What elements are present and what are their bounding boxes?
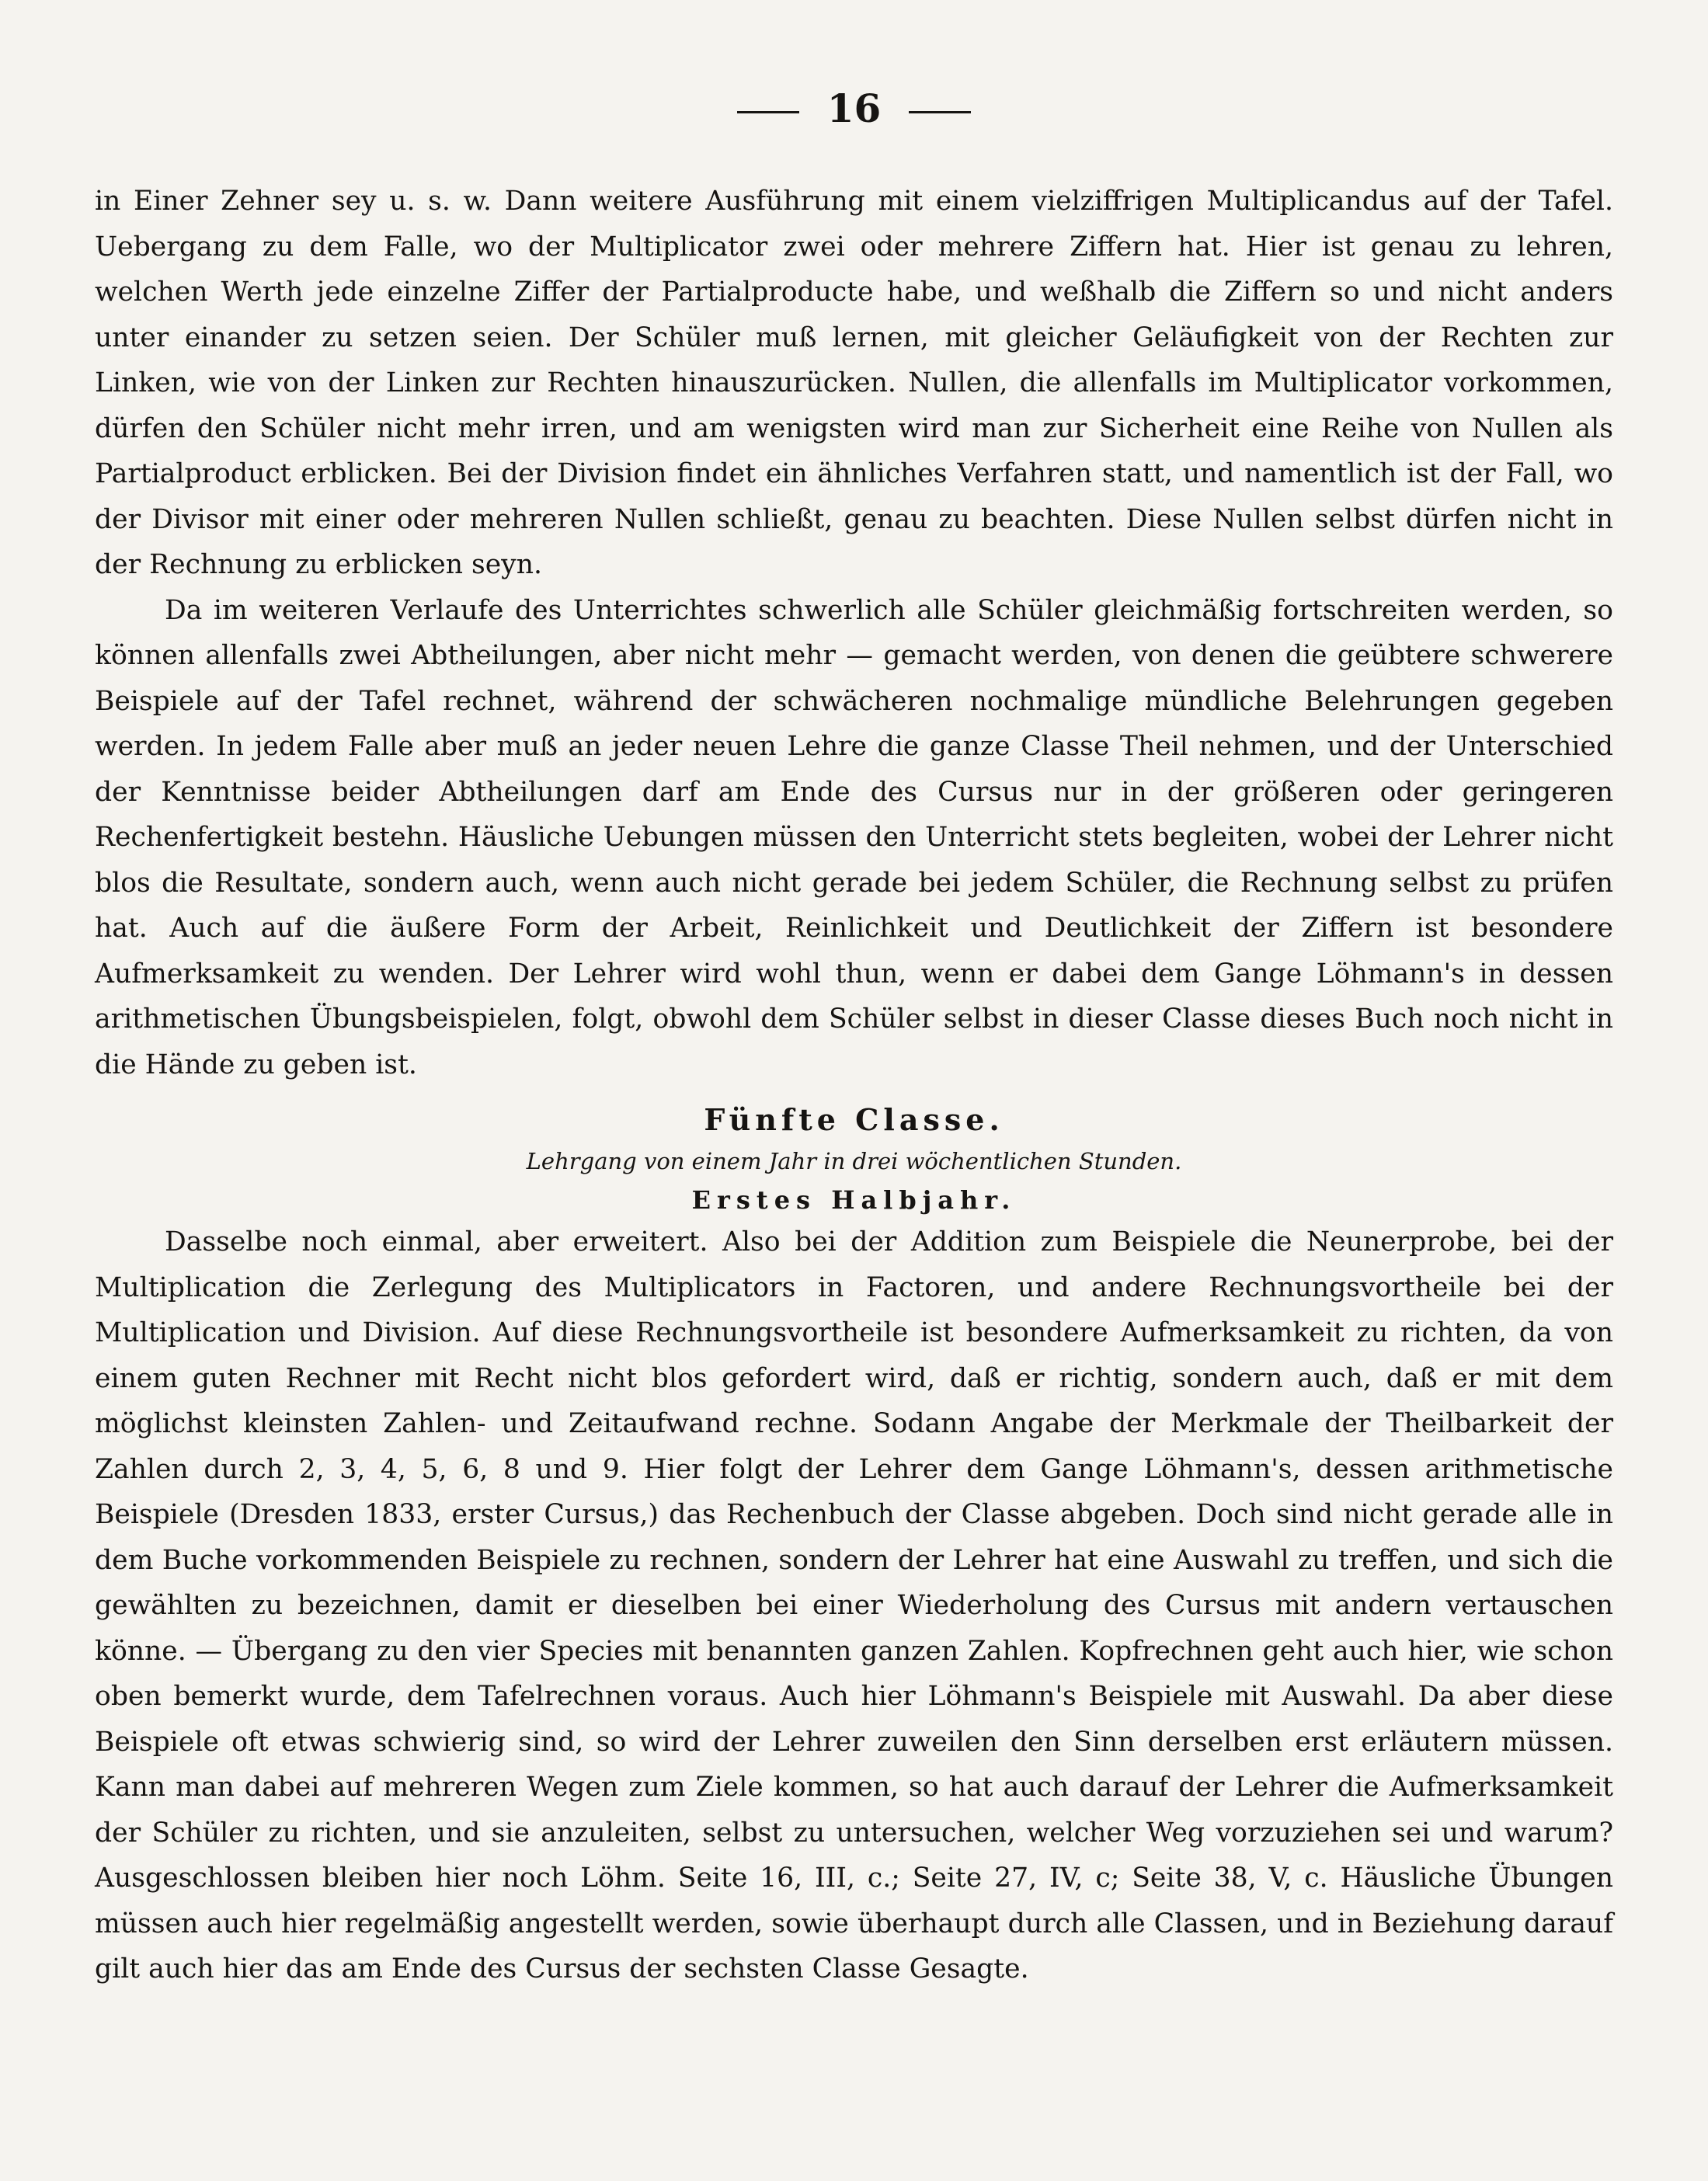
section-half-year: Erstes Halbjahr.	[691, 1185, 1017, 1215]
paragraph-division-groups: Da im weiteren Verlaufe des Unterrichtes schwerlich alle Schüler gleichmäßig fortschreiten werden, so können allenfalls zwei Abtheilungen, aber nicht mehr — gemacht werden, von denen die geübtere schwerere Beispiele auf der Tafel rechnet, während der schwächeren nochmalige mündliche Belehrungen gegeben werden. In jedem Falle aber muß an jeder neuen Lehre die ganze Classe Theil nehmen, und der Unterschied der Kenntnisse beider Abtheilungen darf am Ende des Cursus nur in der größeren oder geringeren Rechenfertigkeit bestehn. Häusliche Uebungen müssen den Unterricht stets begleiten, wobei der Lehrer nicht blos die Resultate, sondern auch, wenn auch nicht gerade bei jedem Schüler, die Rechnung selbst zu prüfen hat. Auch auf die äußere Form der Arbeit, Reinlichkeit und Deutlichkeit der Ziffern ist besondere Aufmerksamkeit zu wenden. Der Lehrer wird wohl thun, wenn er dabei dem Gange Löhmann's in dessen arithmetischen Übungsbeispielen, folgt, obwohl dem Schüler selbst in dieser Classe dieses Buch noch nicht in die Hände zu geben ist.	[95, 594, 1613, 1080]
section-subtitle: Lehrgang von einem Jahr in drei wöchentlichen Stunden.	[526, 1148, 1182, 1174]
section-title: Fünfte Classe.	[704, 1102, 1004, 1137]
page-number: 16	[826, 85, 882, 131]
paragraph-fifth-class: Dasselbe noch einmal, aber erweitert. Also bei der Addition zum Beispiele die Neunerprobe, bei der Multiplication die Zerlegung des Multiplicators in Factoren, und andere Rechnungsvortheile bei der Multiplication und Division. Auf diese Rechnungsvortheile ist besondere Aufmerksamkeit zu richten, da von einem guten Rechner mit Recht nicht blos gefordert wird, daß er richtig, sondern auch, daß er mit dem möglichst kleinsten Zahlen- und Zeitaufwand rechne. Sodann Angabe der Merkmale der Theilbarkeit der Zahlen durch 2, 3, 4, 5, 6, 8 und 9. Hier folgt der Lehrer dem Gange Löhmann's, dessen arithmetische Beispiele (Dresden 1833, erster Cursus,) das Rechenbuch der Classe abgeben. Doch sind nicht gerade alle in dem Buche vorkommenden Beispiele zu rechnen, sondern der Lehrer hat eine Auswahl zu treffen, und sich die gewählten zu bezeichnen, damit er dieselben bei einer Wiederholung des Cursus mit andern vertauschen könne. — Übergang zu den vier Species mit benannten ganzen Zahlen. Kopfrechnen geht auch hier, wie schon oben bemerkt wurde, dem Tafelrechnen voraus. Auch hier Löhmann's Beispiele mit Auswahl. Da aber diese Beispiele oft etwas schwierig sind, so wird der Lehrer zuweilen den Sinn derselben erst erläutern müssen. Kann man dabei auf mehreren Wegen zum Ziele kommen, so hat auch darauf der Lehrer die Aufmerksamkeit der Schüler zu richten, und sie anzuleiten, selbst zu untersuchen, welcher Weg vorzuziehen sei und warum? Ausgeschlossen bleiben hier noch Löhm. Seite 16, III, c.; Seite 27, IV, c; Seite 38, V, c. Häusliche Übungen müssen auch hier regelmäßig angestellt werden, sowie überhaupt durch alle Classen, und in Beziehung darauf gilt auch hier das am Ende des Cursus der sechsten Classe Gesagte.	[95, 1226, 1613, 1984]
header-rule-left	[737, 111, 799, 113]
header-rule-right	[909, 111, 971, 113]
page-body	[95, 179, 1613, 1992]
paragraph-continuation: in Einer Zehner sey u. s. w. Dann weitere Ausführung mit einem vielziffrigen Multiplicandus auf der Tafel. Uebergang zu dem Falle, wo der Multiplicator zwei oder mehrere Ziffern hat. Hier ist genau zu lehren, welchen Werth jede einzelne Ziffer der Partialproducte habe, und weßhalb die Ziffern so und nicht anders unter einander zu setzen seien. Der Schüler muß lernen, mit gleicher Geläufigkeit von der Rechten zur Linken, wie von der Linken zur Rechten hinauszurücken. Nullen, die allenfalls im Multiplicator vorkommen, dürfen den Schüler nicht mehr irren, und am wenigsten wird man zur Sicherheit eine Reihe von Nullen als Partialproduct erblicken. Bei der Division findet ein ähnliches Verfahren statt, und namentlich ist der Fall, wo der Divisor mit einer oder mehreren Nullen schließt, genau zu beachten. Diese Nullen selbst dürfen nicht in der Rechnung zu erblicken seyn.	[95, 186, 1613, 580]
page-header	[0, 85, 1708, 132]
